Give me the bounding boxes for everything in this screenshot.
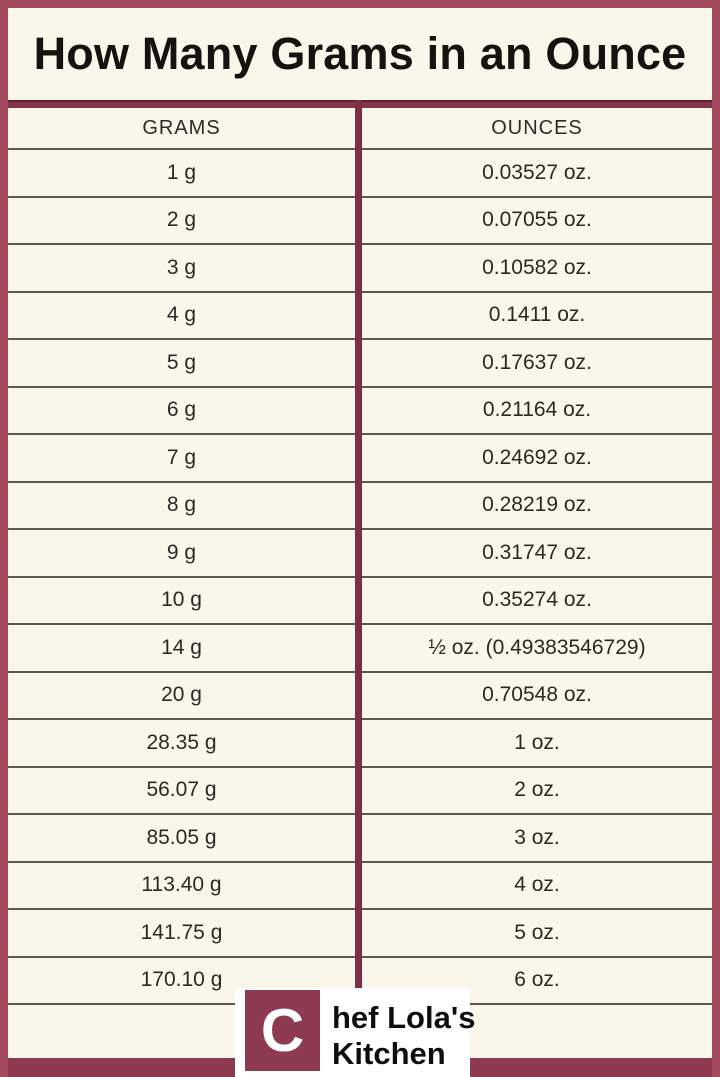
ounces-cell: 0.07055 oz. — [482, 208, 592, 232]
ounces-cell: 0.70548 oz. — [482, 683, 592, 707]
grams-cell: 85.05 g — [146, 825, 217, 849]
ounces-cell: 0.24692 oz. — [482, 445, 592, 469]
grams-cell: 9 g — [166, 540, 197, 564]
ounces-cell: 5 oz. — [514, 920, 560, 944]
grams-cell: 5 g — [166, 350, 197, 374]
ounces-cell: 0.1411 oz. — [488, 303, 586, 327]
ounces-cell: 1 oz. — [514, 730, 560, 754]
grams-cell: 141.75 g — [140, 920, 223, 944]
logo-c-badge — [245, 990, 320, 1071]
grams-cell: 7 g — [166, 445, 197, 469]
grams-cell: 3 g — [166, 255, 197, 279]
ounces-cell: 0.10582 oz. — [482, 255, 592, 279]
logo-initial-letter: C — [260, 996, 305, 1064]
ounces-cell: 0.35274 oz. — [482, 588, 592, 612]
grams-cell: 170.10 g — [140, 968, 223, 992]
grams-cell: 4 g — [166, 303, 197, 327]
chef-lolas-kitchen-logo — [235, 988, 476, 1077]
grams-cell: 1 g — [166, 160, 197, 184]
grams-cell: 2 g — [166, 208, 197, 232]
ounces-cell: 0.17637 oz. — [482, 350, 592, 374]
ounces-cell: 2 oz. — [514, 778, 560, 802]
logo-text-line1: hef Lola's — [332, 1000, 476, 1035]
logo-text — [332, 1000, 475, 1072]
ounces-cell: 0.28219 oz. — [482, 493, 592, 517]
column-header-ounces: OUNCES — [491, 116, 583, 139]
ounces-cell: 3 oz. — [514, 825, 560, 849]
grams-cell: 20 g — [161, 683, 202, 707]
grams-cell: 28.35 g — [146, 730, 217, 754]
grams-cell: 6 g — [166, 398, 197, 422]
ounces-cell: 0.03527 oz. — [482, 160, 592, 184]
page-title: How Many Grams in an Ounce — [33, 28, 687, 79]
grams-cell: 113.40 g — [141, 873, 222, 897]
column-header-grams: GRAMS — [142, 116, 221, 139]
ounces-cell: ½ oz. (0.49383546729) — [428, 635, 646, 659]
title-band — [8, 8, 712, 100]
grams-cell: 8 g — [166, 493, 197, 517]
ounces-cell: 0.31747 oz. — [482, 540, 592, 564]
grams-cell: 56.07 g — [146, 778, 217, 802]
logo-text-line2: Kitchen — [332, 1036, 446, 1071]
grams-cell: 10 g — [161, 588, 202, 612]
ounces-cell: 0.21164 oz. — [482, 398, 592, 422]
column-divider — [355, 100, 362, 1003]
ounces-cell: 4 oz. — [514, 873, 560, 897]
ounces-cell: 6 oz. — [514, 968, 560, 992]
grams-cell: 14 g — [161, 635, 202, 659]
